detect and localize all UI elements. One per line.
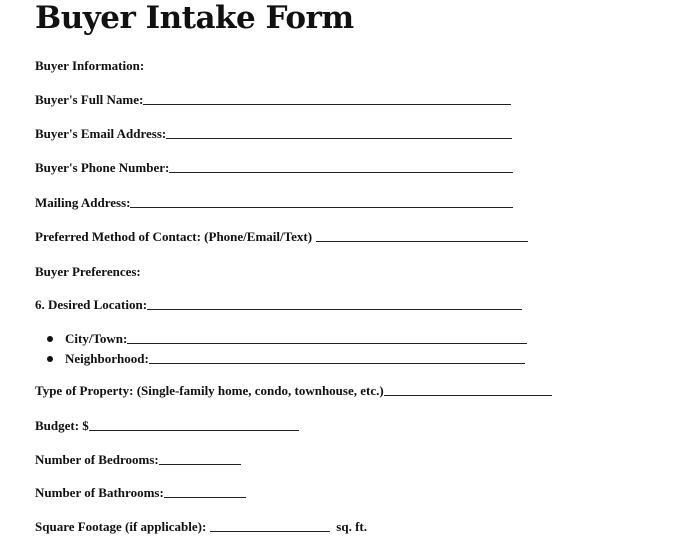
bathrooms-row (35, 483, 246, 501)
square-footage-row (35, 517, 367, 535)
square-footage-label: Square Footage (if applicable): (35, 519, 207, 534)
neighborhood-row (35, 349, 525, 367)
email-label: Buyer's Email Address: (35, 126, 167, 141)
budget-label: Budget: $ (35, 418, 89, 433)
bedrooms-field[interactable] (159, 452, 241, 465)
buyer-preferences-heading-row (35, 262, 141, 280)
square-footage-field[interactable] (210, 519, 330, 532)
form-title: Buyer Intake Form (35, 0, 354, 36)
contact-method-label: Preferred Method of Contact: (Phone/Email/Text) (35, 229, 313, 244)
bullet-icon (47, 336, 53, 342)
square-footage-unit: sq. ft. (336, 519, 367, 534)
phone-label: Buyer's Phone Number: (35, 160, 170, 175)
bathrooms-label: Number of Bathrooms: (35, 485, 164, 500)
buyer-information-heading: Buyer Information: (35, 58, 145, 73)
contact-method-row (35, 227, 528, 245)
full-name-field[interactable] (143, 92, 511, 105)
full-name-label: Buyer's Full Name: (35, 92, 144, 107)
city-row (35, 329, 527, 347)
neighborhood-label: Neighborhood: (65, 351, 149, 366)
phone-row (35, 158, 513, 176)
email-field[interactable] (166, 126, 512, 139)
neighborhood-field[interactable] (149, 351, 525, 364)
phone-field[interactable] (169, 160, 513, 173)
property-type-field[interactable] (384, 383, 552, 396)
buyer-information-heading-row (35, 56, 144, 74)
email-row (35, 124, 512, 142)
contact-method-field[interactable] (316, 229, 528, 242)
bathrooms-field[interactable] (164, 485, 246, 498)
desired-location-row (35, 295, 522, 313)
mailing-address-row (35, 193, 513, 211)
property-type-label: Type of Property: (Single-family home, condo, townhouse, etc.) (35, 383, 384, 398)
desired-location-label: 6. Desired Location: (35, 297, 148, 312)
budget-row (35, 416, 299, 434)
bedrooms-label: Number of Bedrooms: (35, 452, 159, 467)
bullet-icon (47, 356, 53, 362)
property-type-row (35, 381, 552, 399)
city-field[interactable] (127, 331, 527, 344)
bedrooms-row (35, 450, 241, 468)
full-name-row (35, 90, 511, 108)
mailing-address-label: Mailing Address: (35, 195, 131, 210)
desired-location-field[interactable] (147, 297, 522, 310)
buyer-preferences-heading: Buyer Preferences: (35, 264, 141, 279)
mailing-address-field[interactable] (130, 195, 513, 208)
budget-field[interactable] (89, 418, 299, 431)
city-label: City/Town: (65, 331, 128, 346)
